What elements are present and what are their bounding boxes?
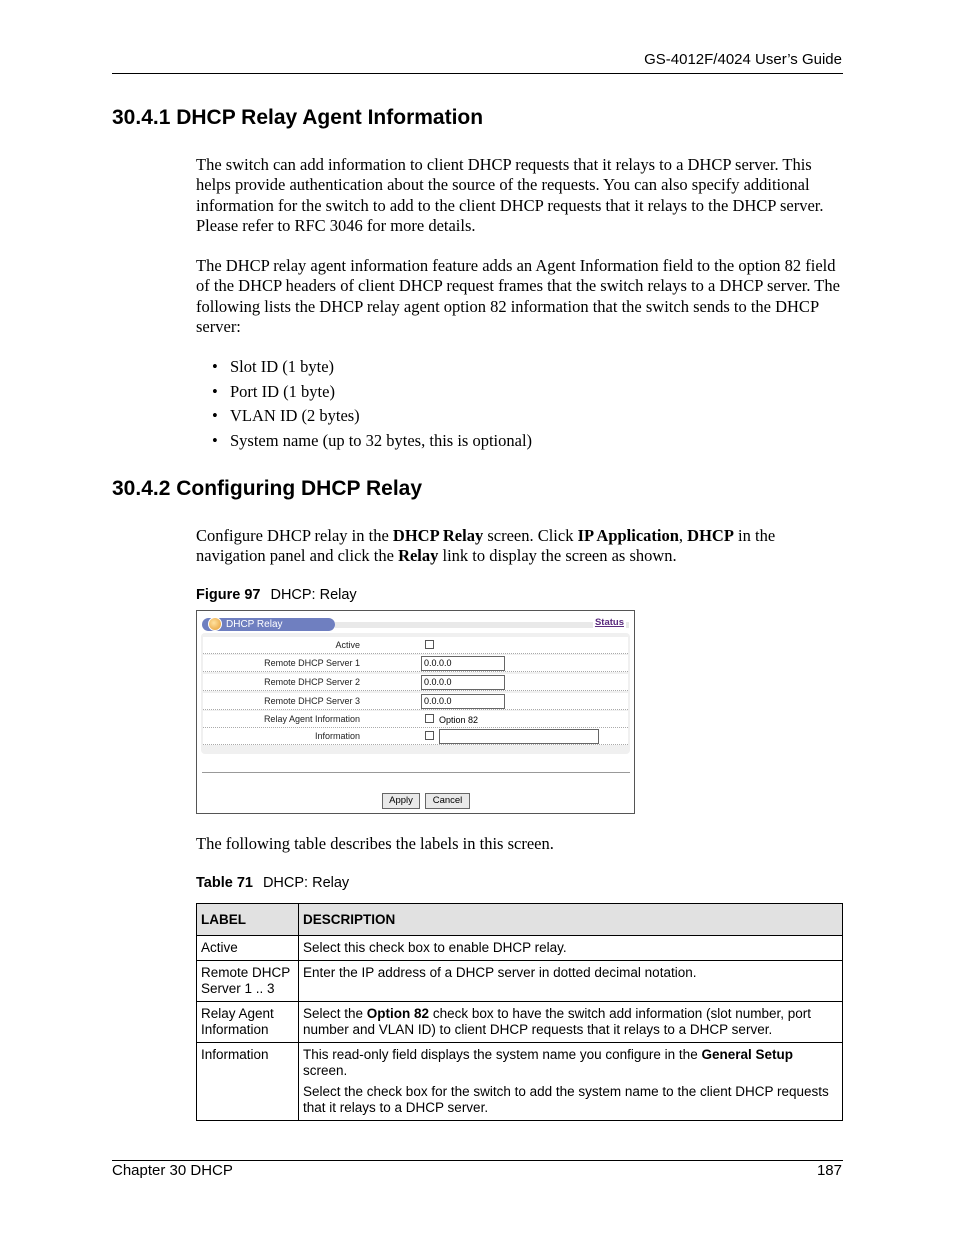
description-column-header: DESCRIPTION [299, 904, 843, 936]
row-relay-agent [203, 711, 628, 728]
section-heading-agent-info: 30.4.1 DHCP Relay Agent Information [112, 106, 484, 129]
relay-agent-label: Relay Agent Information [263, 714, 360, 724]
information-checkbox[interactable] [425, 731, 434, 740]
option82-checkbox[interactable] [425, 714, 434, 723]
footer-chapter: Chapter 30 DHCP [112, 1162, 233, 1179]
server2-input[interactable]: 0.0.0.0 [421, 675, 505, 690]
row-description: Enter the IP address of a DHCP server in dotted decimal notation. [299, 961, 843, 1002]
figure-caption: Figure 97 DHCP: Relay [196, 587, 357, 603]
row-active [203, 637, 628, 654]
server3-label: Remote DHCP Server 3 [264, 696, 360, 706]
row-server3 [203, 693, 628, 710]
row-label: Information [197, 1043, 299, 1121]
row-label: Relay Agent Information [197, 1002, 299, 1043]
title-strip [335, 622, 629, 628]
label-column-header: LABEL [197, 904, 299, 936]
table-row [197, 961, 843, 1002]
row-description: Select the Option 82 check box to have the switch add information (slot number, port number and VLAN ID) to client DHCP requests that it relays to a DHCP server. [299, 1002, 843, 1043]
configure-paragraph: Configure DHCP relay in the DHCP Relay screen. Click IP Application, DHCP in the navigation panel and click the Relay link to display the screen as shown. [196, 526, 776, 566]
information-field [439, 729, 599, 744]
list-item: • System name (up to 32 bytes, this is optional) [212, 431, 533, 451]
option82-field-list [212, 357, 532, 456]
dhcp-relay-tab: DHCP Relay [202, 618, 335, 631]
dhcp-relay-screenshot [196, 610, 635, 814]
header-rule [112, 73, 843, 74]
table-header-row [197, 904, 843, 936]
server2-label: Remote DHCP Server 2 [264, 677, 360, 687]
row-label: Active [197, 936, 299, 961]
section-heading-configuring: 30.4.2 Configuring DHCP Relay [112, 477, 423, 500]
list-item: • Port ID (1 byte) [212, 381, 335, 401]
list-item: • Slot ID (1 byte) [212, 357, 335, 376]
intro-paragraph: The switch can add information to client DHCP requests that it relays to a DHCP server. This helps provide authentication about the source of the requests. You can also specify additional information for the switch to add to the client DHCP requests that it relays to the DHCP server. Please refer to RFC 3046 for more details. [196, 155, 824, 235]
information-label: Information [314, 731, 360, 741]
active-checkbox[interactable] [425, 640, 434, 649]
server1-label: Remote DHCP Server 1 [264, 658, 360, 668]
row-description: This read-only field displays the system name you configure in the General Setup screen. Select the check box for the switch to add the system name to the client DHCP requests that it relays to a DHCP server. [299, 1043, 843, 1121]
footer-rule [112, 1160, 843, 1161]
divider [202, 772, 630, 773]
row-information [203, 728, 628, 745]
row-server2 [203, 674, 628, 691]
row-description: Select this check box to enable DHCP relay. [299, 936, 843, 961]
table-row [197, 936, 843, 961]
active-label: Active [335, 640, 360, 650]
running-header: GS-4012F/4024 User’s Guide [644, 51, 842, 68]
table-intro: The following table describes the labels in this screen. [196, 834, 554, 853]
list-item: • VLAN ID (2 bytes) [212, 406, 360, 426]
table-caption: Table 71 DHCP: Relay [196, 875, 350, 891]
option82-paragraph: The DHCP relay agent information feature adds an Agent Information field to the option 82 field of the DHCP headers of client DHCP request frames that the switch relays to a DHCP server. The following lists the DHCP relay agent option 82 information that the switch sends to the DHCP server: [196, 256, 840, 336]
orb-icon [208, 617, 222, 631]
row-server1 [203, 655, 628, 672]
table-row [197, 1002, 843, 1043]
server3-input[interactable]: 0.0.0.0 [421, 694, 505, 709]
status-link[interactable]: Status [594, 617, 624, 628]
page-number: 187 [816, 1162, 842, 1179]
row-label: Remote DHCP Server 1 .. 3 [197, 961, 299, 1002]
option82-label: Option 82 [439, 715, 479, 725]
cancel-button[interactable]: Cancel [425, 793, 470, 809]
apply-button[interactable]: Apply [382, 793, 420, 809]
server1-input[interactable]: 0.0.0.0 [421, 656, 505, 671]
labels-table [196, 903, 843, 1121]
table-row [197, 1043, 843, 1121]
